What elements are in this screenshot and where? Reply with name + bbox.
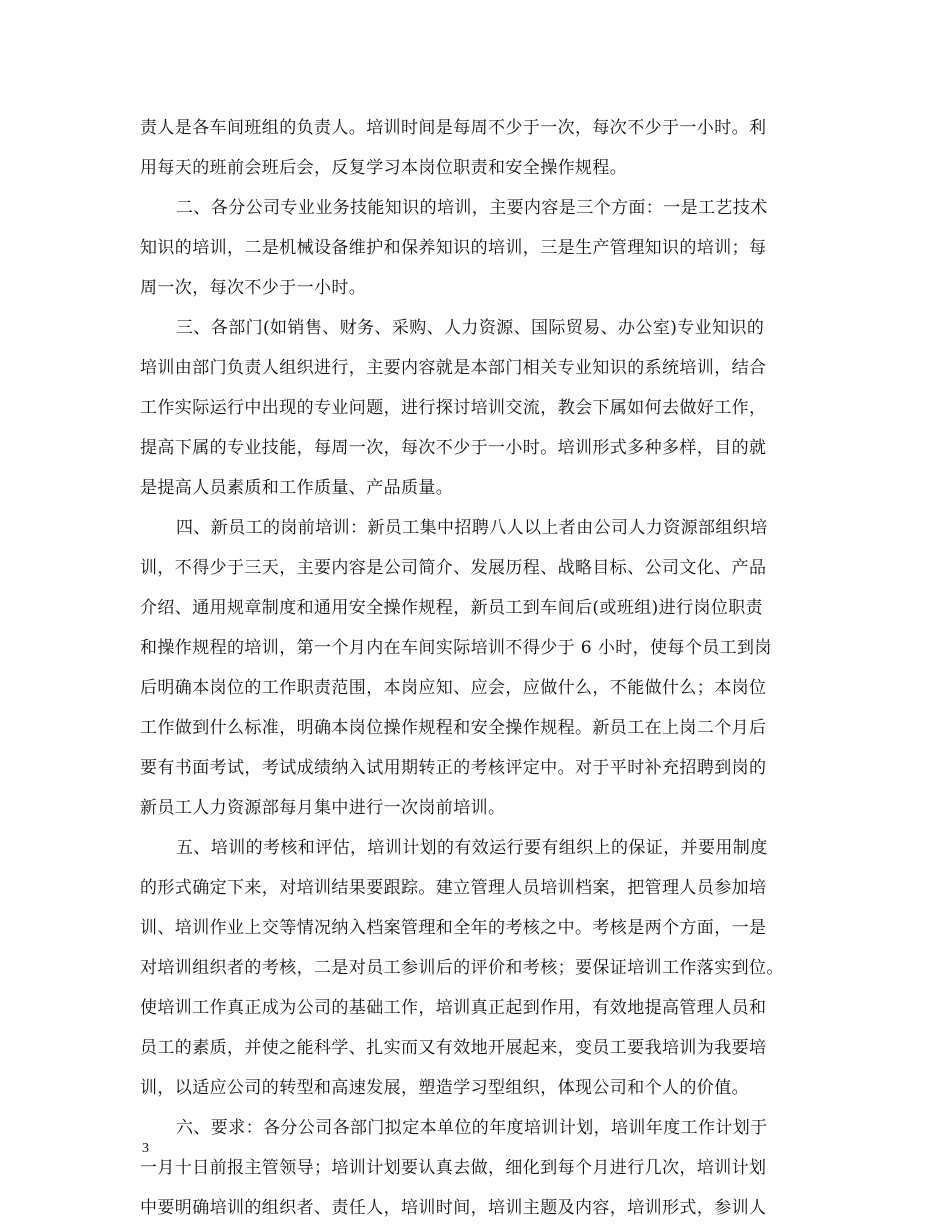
text-line: 培训由部门负责人组织进行，主要内容就是本部门相关专业知识的系统培训，结合 [140, 358, 767, 378]
text-line: 中要明确培训的组织者、责任人，培训时间，培训主题及内容，培训形式，参训人 [140, 1198, 767, 1218]
text-line: 后明确本岗位的工作职责范围，本岗应知、应会，应做什么，不能做什么；本岗位 [140, 678, 767, 698]
paragraph-first-line: 五、培训的考核和评估，培训计划的有效运行要有组织上的保证，并要用制度 [176, 838, 768, 858]
text-line: 提高下属的专业技能，每周一次，每次不少于一小时。培训形式多种多样，目的就 [140, 438, 767, 458]
text-line: 知识的培训，二是机械设备维护和保养知识的培训，三是生产管理知识的培训；每 [140, 238, 767, 258]
text-line: 训，不得少于三天，主要内容是公司简介、发展历程、战略目标、公司文化、产品 [140, 558, 767, 578]
text-line: 员工的素质，并使之能科学、扎实而又有效地开展起来，变员工要我培训为我要培 [140, 1038, 767, 1058]
text-line: 训，以适应公司的转型和高速发展，塑造学习型组织，体现公司和个人的价值。 [140, 1078, 749, 1098]
text-line: 责人是各车间班组的负责人。培训时间是每周不少于一次，每次不少于一小时。利 [140, 118, 767, 138]
document-body [140, 108, 820, 1228]
paragraph-first-line: 二、各分公司专业业务技能知识的培训，主要内容是三个方面：一是工艺技术 [176, 198, 768, 218]
paragraph-first-line: 四、新员工的岗前培训：新员工集中招聘八人以上者由公司人力资源部组织培 [176, 518, 768, 538]
text-line: 新员工人力资源部每月集中进行一次岗前培训。 [140, 798, 506, 818]
text-line: 介绍、通用规章制度和通用安全操作规程，新员工到车间后(或班组)进行岗位职责 [140, 598, 764, 618]
page-number: 3 [142, 1141, 149, 1156]
text-line: 周一次，每次不少于一小时。 [140, 278, 367, 298]
text-line: 使培训工作真正成为公司的基础工作，培训真正起到作用，有效地提高管理人员和 [140, 998, 767, 1018]
text-line: 对培训组织者的考核，二是对员工参训后的评价和考核；要保证培训工作落实到位。 [140, 958, 784, 978]
text-line: 工作做到什么标准，明确本岗位操作规程和安全操作规程。新员工在上岗二个月后 [140, 718, 767, 738]
paragraph-first-line: 三、各部门(如销售、财务、采购、人力资源、国际贸易、办公室)专业知识的 [176, 318, 765, 338]
text-line: 和操作规程的培训，第一个月内在车间实际培训不得少于 6 小时，使每个员工到岗 [140, 638, 772, 658]
text-line: 要有书面考试，考试成绩纳入试用期转正的考核评定中。对于平时补充招聘到岗的 [140, 758, 767, 778]
text-line: 的形式确定下来，对培训结果要跟踪。建立管理人员培训档案，把管理人员参加培 [140, 878, 767, 898]
text-line: 是提高人员素质和工作质量、产品质量。 [140, 478, 454, 498]
paragraph-first-line: 六、要求：各分公司各部门拟定本单位的年度培训计划，培训年度工作计划于 [176, 1118, 768, 1138]
text-line: 一月十日前报主管领导；培训计划要认真去做，细化到每个月进行几次，培训计划 [140, 1158, 767, 1178]
text-line: 工作实际运行中出现的专业问题，进行探讨培训交流，教会下属如何去做好工作， [140, 398, 767, 418]
text-line: 训、培训作业上交等情况纳入档案管理和全年的考核之中。考核是两个方面，一是 [140, 918, 767, 938]
text-line: 用每天的班前会班后会，反复学习本岗位职责和安全操作规程。 [140, 158, 628, 178]
